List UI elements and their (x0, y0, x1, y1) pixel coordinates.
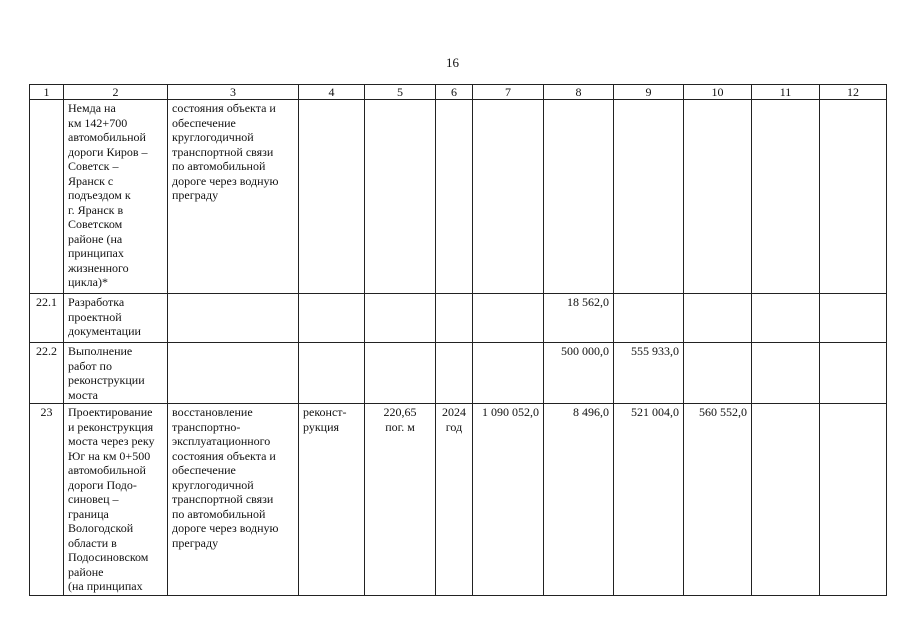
work-type-cell (299, 294, 365, 343)
row-number-cell: 22.2 (30, 343, 64, 404)
column-header: 10 (684, 85, 752, 100)
object-name-cell: Проектирование и реконструкция моста через реку Юг на км 0+500 автомобильной дороги Подо- синовец – граница Вологодской области в Подосиновском районе (на принципах (64, 404, 168, 596)
table-row (30, 404, 887, 596)
object-name-cell: Немда на км 142+700 автомобильной дороги Киров – Советск – Яранск с подъездом к г. Яранск в Советском районе (на принципах жизненного цикла)* (64, 100, 168, 294)
value-cell: 1 090 052,0 (473, 404, 544, 596)
value-cell (614, 100, 684, 294)
value-cell (473, 100, 544, 294)
column-number-row (30, 85, 887, 100)
capacity-cell (365, 343, 436, 404)
purpose-cell (168, 343, 299, 404)
work-type-cell: реконст- рукция (299, 404, 365, 596)
column-header: 1 (30, 85, 64, 100)
value-cell: 18 562,0 (544, 294, 614, 343)
value-cell (614, 294, 684, 343)
value-cell (473, 343, 544, 404)
column-header: 11 (752, 85, 820, 100)
capacity-cell: 220,65 пог. м (365, 404, 436, 596)
object-name-cell: Разработка проектной документации (64, 294, 168, 343)
program-table (29, 84, 887, 596)
value-cell (820, 404, 887, 596)
purpose-cell (168, 294, 299, 343)
value-cell (752, 100, 820, 294)
value-cell: 521 004,0 (614, 404, 684, 596)
value-cell (820, 294, 887, 343)
year-cell (436, 343, 473, 404)
capacity-cell (365, 100, 436, 294)
value-cell (684, 294, 752, 343)
value-cell (820, 100, 887, 294)
capacity-cell (365, 294, 436, 343)
column-header: 7 (473, 85, 544, 100)
value-cell (544, 100, 614, 294)
purpose-cell: состояния объекта и обеспечение круглогодичной транспортной связи по автомобильной дороге через водную преграду (168, 100, 299, 294)
work-type-cell (299, 343, 365, 404)
value-cell (684, 100, 752, 294)
row-number-cell: 22.1 (30, 294, 64, 343)
column-header: 5 (365, 85, 436, 100)
value-cell (820, 343, 887, 404)
year-cell: 2024 год (436, 404, 473, 596)
column-header: 6 (436, 85, 473, 100)
value-cell (473, 294, 544, 343)
column-header: 3 (168, 85, 299, 100)
year-cell (436, 100, 473, 294)
value-cell (752, 343, 820, 404)
value-cell (684, 343, 752, 404)
purpose-cell: восстановление транспортно- эксплуатационного состояния объекта и обеспечение круглогодичной транспортной связи по автомобильной дороге через водную преграду (168, 404, 299, 596)
row-number-cell: 23 (30, 404, 64, 596)
column-header: 8 (544, 85, 614, 100)
column-header: 12 (820, 85, 887, 100)
object-name-cell: Выполнение работ по реконструкции моста (64, 343, 168, 404)
row-number-cell (30, 100, 64, 294)
value-cell (752, 404, 820, 596)
page-number: 16 (446, 55, 459, 70)
column-header: 4 (299, 85, 365, 100)
year-cell (436, 294, 473, 343)
value-cell (752, 294, 820, 343)
table-row (30, 100, 887, 294)
value-cell: 555 933,0 (614, 343, 684, 404)
column-header: 9 (614, 85, 684, 100)
value-cell: 8 496,0 (544, 404, 614, 596)
work-type-cell (299, 100, 365, 294)
table-row (30, 294, 887, 343)
value-cell: 500 000,0 (544, 343, 614, 404)
column-header: 2 (64, 85, 168, 100)
table-row (30, 343, 887, 404)
value-cell: 560 552,0 (684, 404, 752, 596)
